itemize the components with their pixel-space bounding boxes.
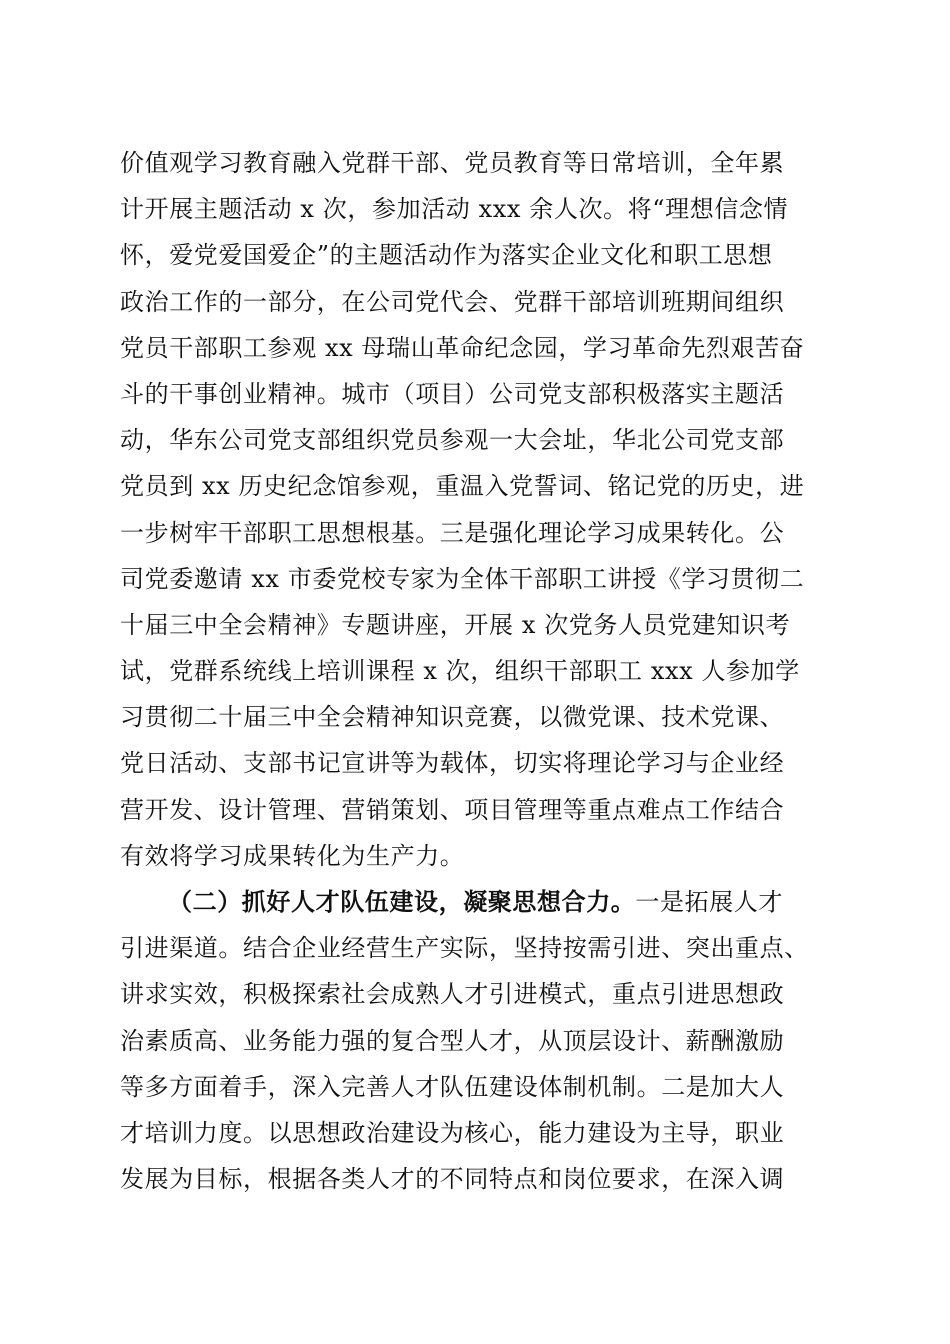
section-first-line-text: 一是拓展人才 xyxy=(635,888,784,916)
text-line: 党日活动、支部书记宣讲等为载体，切实将理论学习与企业经 xyxy=(120,749,785,778)
text-line: 治素质高、业务能力强的复合型人才，从顶层设计、薪酬激励 xyxy=(120,1026,785,1055)
text-line: 十届三中全会精神》专题讲座，开展 x 次党务人员党建知识考 xyxy=(120,610,791,639)
document-body xyxy=(120,140,840,1202)
paragraph-1 xyxy=(120,140,840,879)
text-line: 才培训力度。以思想政治建设为核心，能力建设为主导，职业 xyxy=(120,1118,785,1147)
text-line: 计开展主题活动 x 次，参加活动 xxx 余人次。将“理想信念情 xyxy=(120,195,789,224)
section-2 xyxy=(120,879,840,1202)
text-line: 党员到 xx 历史纪念馆参观，重温入党誓词、铭记党的历史，进 xyxy=(120,472,805,501)
section-2-first-line xyxy=(120,879,840,925)
text-line: 等多方面着手，深入完善人才队伍建设体制机制。二是加大人 xyxy=(120,1072,785,1101)
text-line: 价值观学习教育融入党群干部、党员教育等日常培训，全年累 xyxy=(120,149,785,177)
text-line: 政治工作的一部分，在公司党代会、党群干部培训班期间组织 xyxy=(120,287,785,316)
text-line: 引进渠道。结合企业经营生产实际，坚持按需引进、突出重点、 xyxy=(120,934,809,963)
text-line: 党员干部职工参观 xx 母瑞山革命纪念园，学习革命先烈艰苦奋 xyxy=(120,333,805,362)
text-line: 斗的干事创业精神。城市（项目）公司党支部积极落实主题活 xyxy=(120,379,785,408)
text-line: 一步树牢干部职工思想根基。三是强化理论学习成果转化。公 xyxy=(120,518,785,547)
text-line: 发展为目标，根据各类人才的不同特点和岗位要求，在深入调 xyxy=(120,1165,785,1194)
text-line: 讲求实效，积极探索社会成熟人才引进模式，重点引进思想政 xyxy=(120,980,785,1009)
text-line: 动，华东公司党支部组织党员参观一大会址，华北公司党支部 xyxy=(120,426,785,455)
text-line: 怀，爱党爱国爱企”的主题活动作为落实企业文化和职工思想 xyxy=(120,241,773,270)
text-line: 试，党群系统线上培训课程 x 次，组织干部职工 xxx 人参加学 xyxy=(120,657,800,686)
section-heading: （二）抓好人才队伍建设，凝聚思想合力。 xyxy=(168,887,636,916)
text-line: 习贯彻二十届三中全会精神知识竞赛，以微党课、技术党课、 xyxy=(120,703,785,732)
text-line: 司党委邀请 xx 市委党校专家为全体干部职工讲授《学习贯彻二 xyxy=(120,564,805,593)
text-line: 营开发、设计管理、营销策划、项目管理等重点难点工作结合 xyxy=(120,795,785,824)
text-line: 有效将学习成果转化为生产力。 xyxy=(120,841,465,870)
